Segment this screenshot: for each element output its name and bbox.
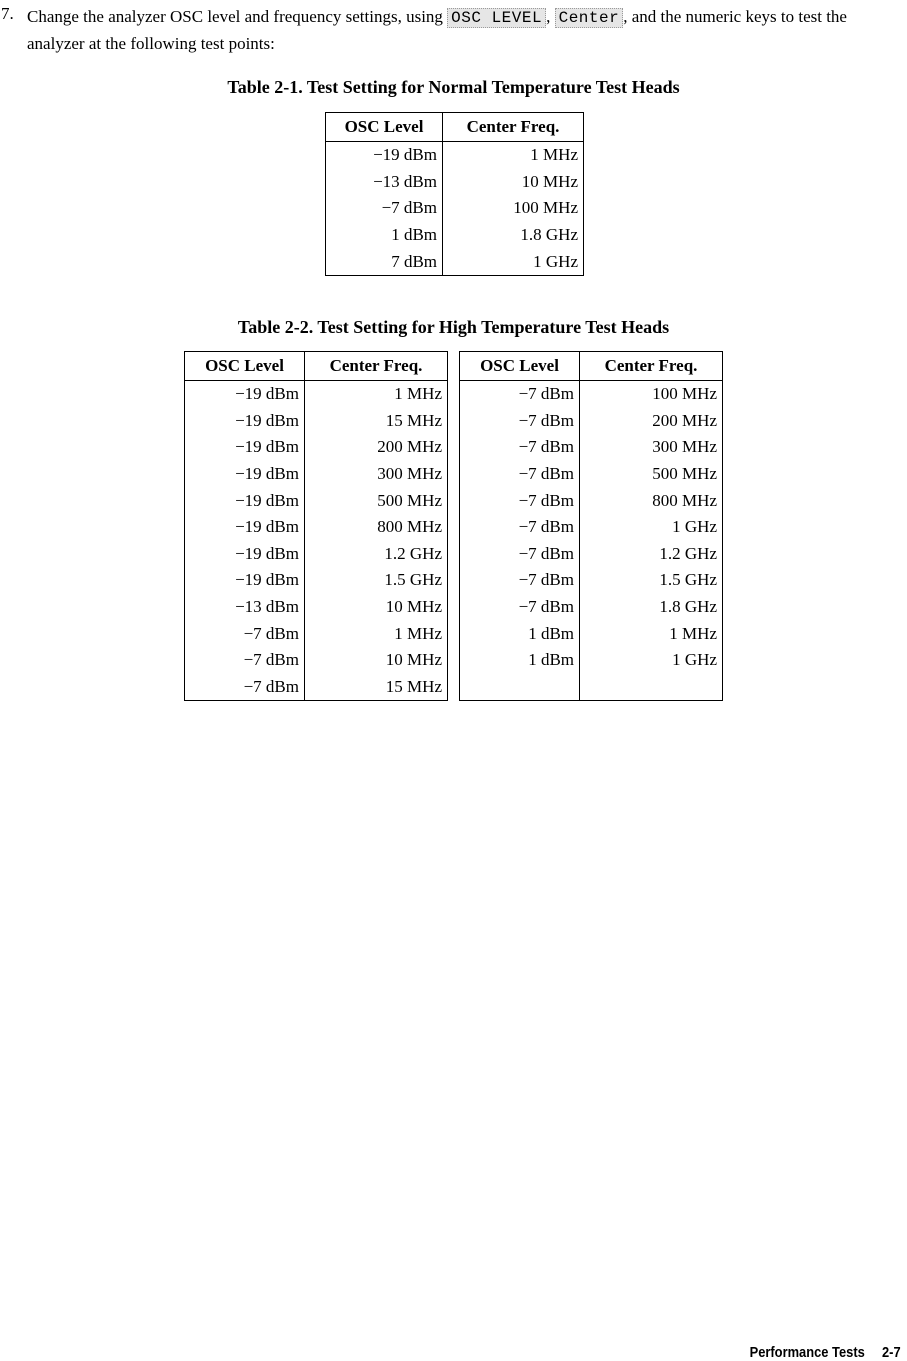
center-freq-cell: 1 GHz [672, 650, 717, 670]
center-freq-header: Center Freq. [580, 352, 723, 381]
table-row [185, 461, 448, 488]
center-freq-cell: 1.8 GHz [659, 597, 717, 617]
center-key: Center [555, 8, 624, 28]
table-row [460, 461, 723, 488]
center-freq-cell: 300 MHz [377, 464, 442, 484]
table-row [460, 594, 723, 621]
table-row [185, 594, 448, 621]
table-row [460, 541, 723, 568]
table-row [460, 434, 723, 461]
table-row [185, 514, 448, 541]
center-freq-cell: 10 MHz [385, 597, 442, 617]
table-row [326, 169, 584, 196]
table-row [185, 620, 448, 647]
page-footer [750, 1344, 901, 1361]
osc-level-cell: −19 dBm [185, 408, 305, 435]
table-header-row [326, 113, 584, 142]
osc-level-key: OSC LEVEL [447, 8, 546, 28]
table-row [460, 487, 723, 514]
table-row [460, 674, 723, 701]
osc-level-cell: −7 dBm [185, 674, 305, 701]
center-freq-cell: 1 GHz [672, 517, 717, 537]
table-row [326, 248, 584, 275]
osc-level-cell: −19 dBm [185, 487, 305, 514]
osc-level-cell: −19 dBm [326, 142, 443, 169]
center-freq-cell: 15 MHz [385, 676, 442, 696]
osc-level-cell: −7 dBm [185, 620, 305, 647]
table-row [185, 674, 448, 701]
instruction-text-end: , and the numeric keys to test the analyzer at the following test points: [27, 7, 847, 53]
osc-level-cell: −19 dBm [185, 461, 305, 488]
table-row [460, 567, 723, 594]
center-freq-cell: 1 GHz [443, 248, 584, 275]
high-temperature-table-right [459, 351, 723, 701]
center-freq-cell: 200 MHz [652, 410, 717, 430]
center-freq-cell: 300 MHz [652, 437, 717, 457]
osc-level-cell: −19 dBm [185, 567, 305, 594]
osc-level-header: OSC Level [185, 352, 305, 381]
osc-level-cell: −19 dBm [185, 514, 305, 541]
step-instruction [27, 4, 890, 56]
osc-level-cell: −7 dBm [460, 381, 580, 408]
step-number: 7. [1, 4, 14, 23]
table-row [185, 567, 448, 594]
table-row [185, 647, 448, 674]
center-freq-cell: 800 MHz [652, 490, 717, 510]
table-row [326, 222, 584, 249]
table-row [185, 541, 448, 568]
center-freq-cell: 1 MHz [530, 145, 578, 165]
table-row [460, 381, 723, 408]
osc-level-cell: −19 dBm [185, 434, 305, 461]
center-freq-header: Center Freq. [443, 113, 584, 142]
table-row [460, 647, 723, 674]
osc-level-cell: −7 dBm [460, 514, 580, 541]
center-freq-cell: 800 MHz [377, 517, 442, 537]
table-row [185, 408, 448, 435]
center-freq-cell: 200 MHz [377, 437, 442, 457]
osc-level-cell [460, 674, 580, 701]
osc-level-cell: −7 dBm [460, 408, 580, 435]
separator-text: , [546, 7, 555, 26]
osc-level-cell: −7 dBm [460, 541, 580, 568]
center-freq-cell: 100 MHz [513, 198, 578, 218]
table-2-1-caption: Table 2-1. Test Setting for Normal Temperature Test Heads [227, 77, 680, 97]
osc-level-cell: −13 dBm [326, 169, 443, 196]
osc-level-cell: 1 dBm [460, 647, 580, 674]
table-header-row [185, 352, 448, 381]
center-freq-cell [580, 674, 723, 701]
center-freq-cell: 500 MHz [377, 490, 442, 510]
center-freq-cell: 10 MHz [385, 650, 442, 670]
center-freq-cell: 1.8 GHz [520, 225, 578, 245]
osc-level-cell: −7 dBm [460, 594, 580, 621]
osc-level-cell: 1 dBm [460, 620, 580, 647]
table-row [185, 487, 448, 514]
osc-level-cell: 1 dBm [326, 222, 443, 249]
table-row [185, 381, 448, 408]
center-freq-cell: 1.5 GHz [659, 570, 717, 590]
center-freq-cell: 1 MHz [669, 623, 717, 643]
normal-temperature-table [325, 112, 584, 276]
center-freq-header: Center Freq. [305, 352, 448, 381]
table-row [326, 142, 584, 169]
center-freq-cell: 500 MHz [652, 464, 717, 484]
table-row [460, 408, 723, 435]
center-freq-cell: 15 MHz [385, 410, 442, 430]
table-header-row [460, 352, 723, 381]
osc-level-cell: −19 dBm [185, 541, 305, 568]
center-freq-cell: 10 MHz [521, 171, 578, 191]
osc-level-cell: −7 dBm [460, 434, 580, 461]
step-7 [0, 4, 890, 56]
osc-level-cell: −7 dBm [460, 567, 580, 594]
center-freq-cell: 1.5 GHz [384, 570, 442, 590]
table-row [326, 195, 584, 222]
instruction-text-start: Change the analyzer OSC level and frequency settings, using [27, 7, 448, 26]
table-row [185, 434, 448, 461]
osc-level-cell: −19 dBm [185, 381, 305, 408]
table-row [460, 514, 723, 541]
center-freq-cell: 1.2 GHz [384, 543, 442, 563]
osc-level-cell: −7 dBm [185, 647, 305, 674]
table-row [460, 620, 723, 647]
center-freq-cell: 1.2 GHz [659, 543, 717, 563]
center-freq-cell: 1 MHz [394, 623, 442, 643]
center-freq-cell: 1 MHz [394, 384, 442, 404]
table-2-2-caption: Table 2-2. Test Setting for High Temperature Test Heads [237, 317, 670, 337]
osc-level-cell: 7 dBm [326, 248, 443, 275]
center-freq-cell: 100 MHz [652, 384, 717, 404]
osc-level-cell: −7 dBm [460, 461, 580, 488]
page-number: 2-7 [882, 1344, 901, 1361]
osc-level-cell: −7 dBm [460, 487, 580, 514]
osc-level-header: OSC Level [326, 113, 443, 142]
osc-level-cell: −13 dBm [185, 594, 305, 621]
footer-section-title: Performance Tests [749, 1344, 866, 1361]
high-temperature-table-left [184, 351, 448, 701]
osc-level-header: OSC Level [460, 352, 580, 381]
osc-level-cell: −7 dBm [326, 195, 443, 222]
